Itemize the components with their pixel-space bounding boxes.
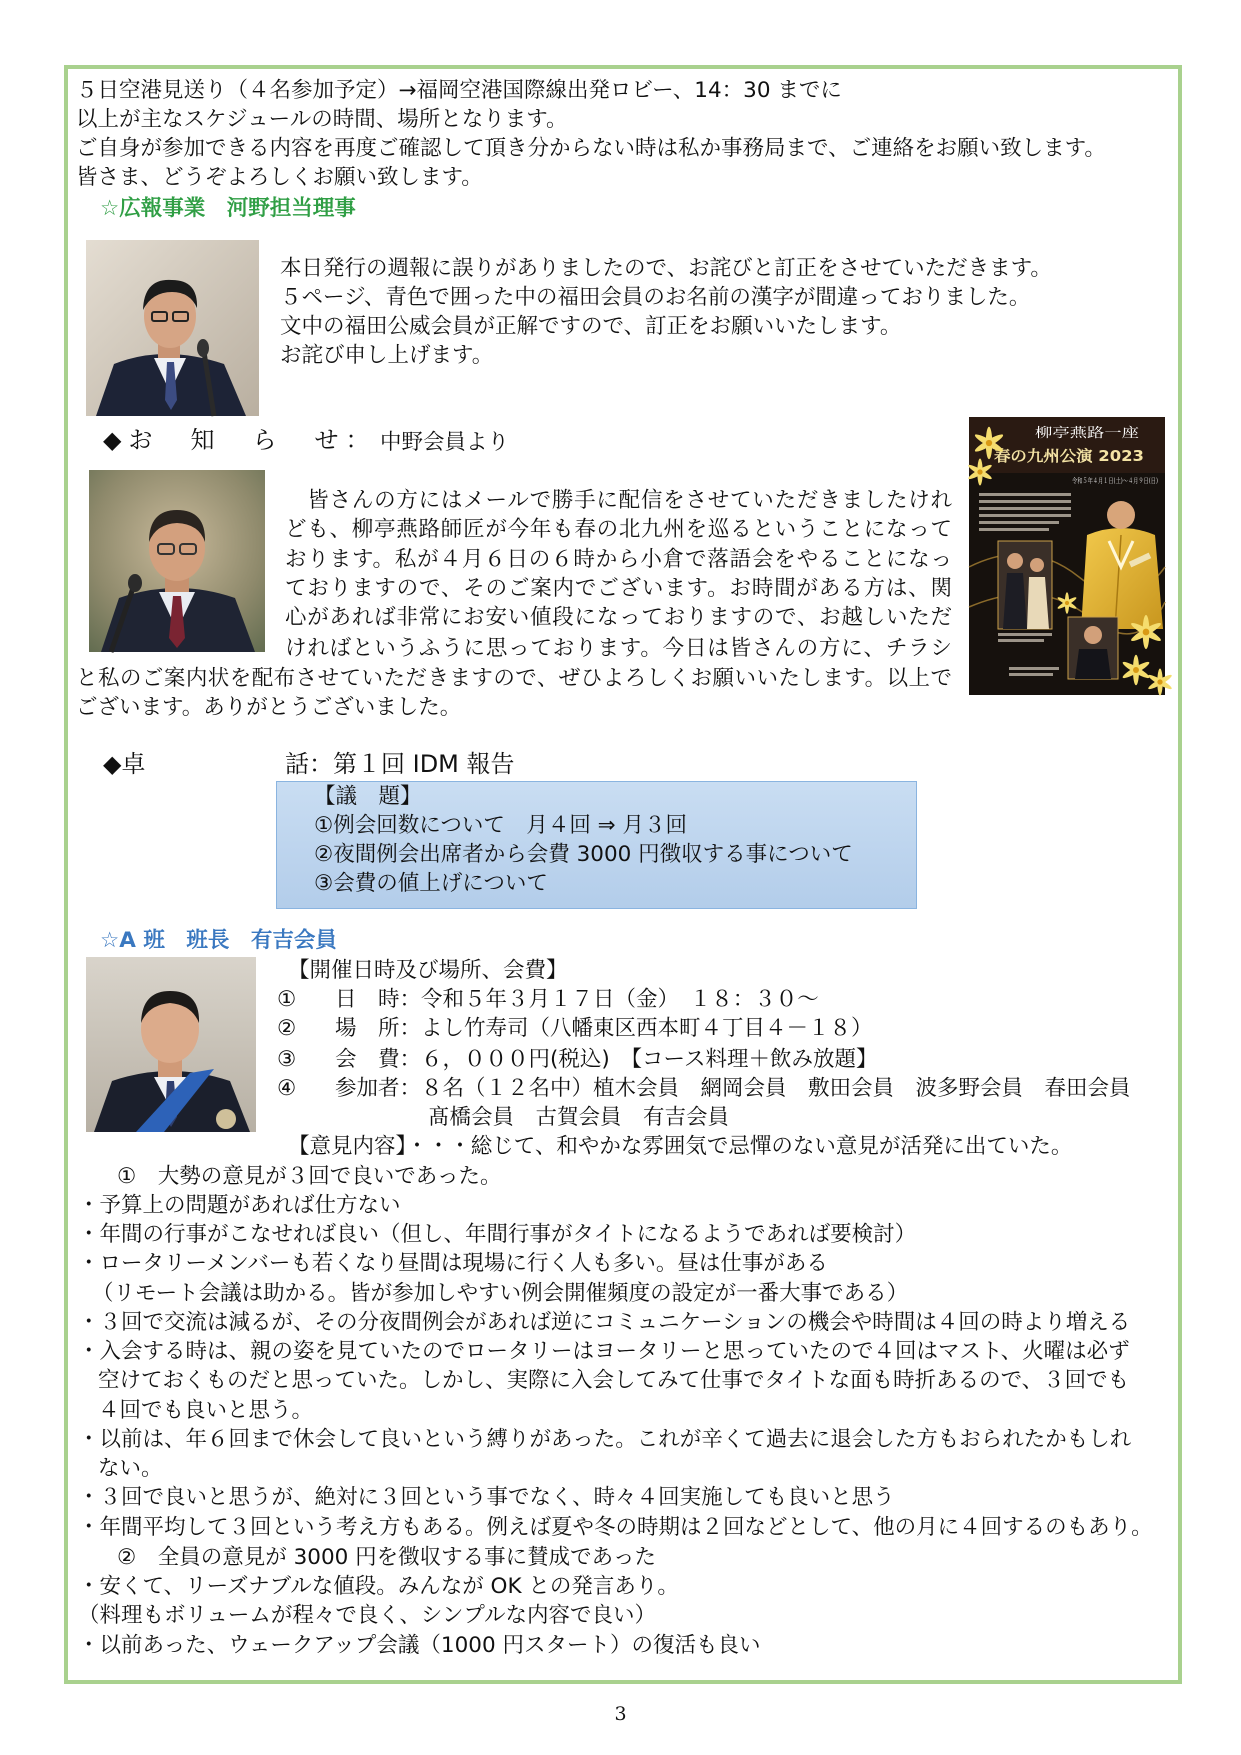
detail-number: ④ [277,1076,297,1101]
talk-heading-left: ◆卓 [103,750,146,778]
opinion-line: 空けておくものだと思っていた。しかし、実際に入会してみて仕事でタイトな面も時折あるので、３回でも [98,1368,1130,1393]
detail-text: 場 所：よし竹寿司（八幡東区西本町４丁目４－１８） [335,1016,873,1041]
page-number: 3 [614,1703,627,1725]
notice-line: と私のご案内状を配布させていただきますので、ぜひよろしくお願いいたします。以上で [76,666,952,691]
agenda-item: ③会費の値上げについて [314,871,548,896]
opinions-label: 【意見内容】・・・総じて、和やかな雰囲気で忌憚のない意見が活発に出ていた。 [288,1134,1073,1159]
flyer-title-line2: 春の九州公演 2023 [994,447,1144,465]
speaker-photo-nakano [89,470,265,652]
notice-line: ておりますので、そのご案内でございます。お時間がある方は、関 [285,576,952,601]
pr-line: お詫び申し上げます。 [280,343,494,368]
details-label: 【開催日時及び場所、会費】 [288,958,568,983]
opinion-subheading: ② 全員の意見が 3000 円を徴収する事に賛成であった [117,1545,656,1570]
notice-line: おります。私が４月６日の６時から小倉で落語会をやることになっ [285,547,952,572]
detail-number: ② [277,1016,297,1041]
opinion-line: ・３回で交流は減るが、その分夜間例会があれば逆にコミュニケーションの機会や時間は４回の時より増える [78,1310,1131,1335]
intro-line: ご自身が参加できる内容を再度ご確認して頂き分からない時は私か事務局まで、ご連絡をお願い致します。 [76,136,1106,161]
performer-photo-pair [998,541,1052,642]
opinion-line: （料理もボリュームが程々で良く、シンプルな内容で良い） [78,1603,657,1628]
detail-text: 参加者：８名（１２名中）植木会員 網岡会員 敷田会員 波多野会員 春田会員 [335,1076,1131,1101]
opinion-line: ・入会する時は、親の姿を見ていたのでロータリーはヨータリーと思っていたので４回はマスト、火曜は必ず [78,1339,1130,1364]
notice-line: ございます。ありがとうございました。 [76,695,462,720]
speaker-photo-kawano [86,240,259,416]
opinion-line: （リモート会議は助かる。皆が参加しやすい例会開催頻度の設定が一番大事である） [92,1281,909,1306]
detail-number: ① [277,987,297,1012]
notice-heading: ◆お 知 ら せ： [103,426,377,454]
participants-continued: 髙橋会員 古賀会員 有吉会員 [428,1105,730,1130]
agenda-label: 【議 題】 [314,784,422,809]
notice-line: ども、柳亭燕路師匠が今年も春の北九州を巡るということになって [285,517,952,542]
detail-text: 会 費：６，０００円(税込) 【コース料理＋飲み放題】 [335,1047,878,1072]
opinion-line: ・３回で良いと思うが、絶対に３回という事でなく、時々４回実施しても良いと思う [78,1485,895,1510]
flyer-title-line1: 柳亭燕路一座 [1035,426,1114,441]
opinion-line: ・以前あった、ウェークアップ会議（1000 円スタート）の復活も良い [78,1633,761,1658]
opinion-line: ・年間の行事がこなせれば良い（但し、年間行事がタイトになるようであれば要検討） [78,1222,917,1247]
notice-line: ければというふうに思っております。今日は皆さんの方に、チラシ [285,636,952,661]
flyer-dates: 令和５年４月１日(土)～４月９日(日) [1072,477,1188,485]
opinion-line: ・予算上の問題があれば仕方ない [78,1193,401,1218]
intro-line: ５日空港見送り（４名参加予定）→福岡空港国際線出発ロビー、14：30 までに [76,78,842,103]
agenda-item: ②夜間例会出席者から会費 3000 円徴収する事について [314,842,853,867]
speaker-photo-ariyoshi [86,957,256,1132]
talk-heading-right: 話：第１回 IDM 報告 [285,750,515,778]
detail-number: ③ [277,1047,297,1072]
opinion-line: ４回でも良いと思う。 [98,1398,314,1423]
pr-line: ５ページ、青色で囲った中の福田会員のお名前の漢字が間違っておりました。 [280,285,1031,310]
pr-heading: ☆広報事業 河野担当理事 [100,196,356,221]
opinion-line: ・ロータリーメンバーも若くなり昼間は現場に行く人も多い。昼は仕事がある [78,1251,828,1276]
opinion-line: ・安くて、リーズナブルな値段。みんなが OK との発言あり。 [78,1574,679,1599]
agenda-box [276,781,917,909]
group-a-heading: ☆A 班 班長 有吉会員 [100,928,337,953]
notice-line: 皆さんの方にはメールで勝手に配信をさせていただきましたけれ [285,488,952,513]
pr-line: 文中の福田公威会員が正解ですので、訂正をお願いいたします。 [280,314,902,339]
agenda-item: ①例会回数について 月４回 ⇒ 月３回 [314,813,688,838]
notice-line: 心があれば非常にお安い値段になっておりますので、お越しいただ [285,605,952,630]
opinion-subheading: ① 大勢の意見が３回で良いであった。 [117,1164,502,1189]
opinion-line: ない。 [98,1456,163,1481]
opinion-line: ・以前は、年６回まで休会して良いという縛りがあった。これが辛くて過去に退会した方もおられたかもしれ [78,1427,1132,1452]
intro-line: 皆さま、どうぞよろしくお願い致します。 [76,165,483,190]
opinion-line: ・年間平均して３回という考え方もある。例えば夏や冬の時期は２回などとして、他の月に４回するのもあり。 [78,1515,1153,1540]
event-flyer [969,417,1188,695]
pr-line: 本日発行の週報に誤りがありましたので、お詫びと訂正をさせていただきます。 [280,256,1052,281]
intro-line: 以上が主なスケジュールの時間、場所となります。 [76,107,568,132]
detail-text: 日 時：令和５年３月１７日（金） １８：３０～ [335,987,819,1012]
notice-from: 中野会員より [380,430,510,455]
